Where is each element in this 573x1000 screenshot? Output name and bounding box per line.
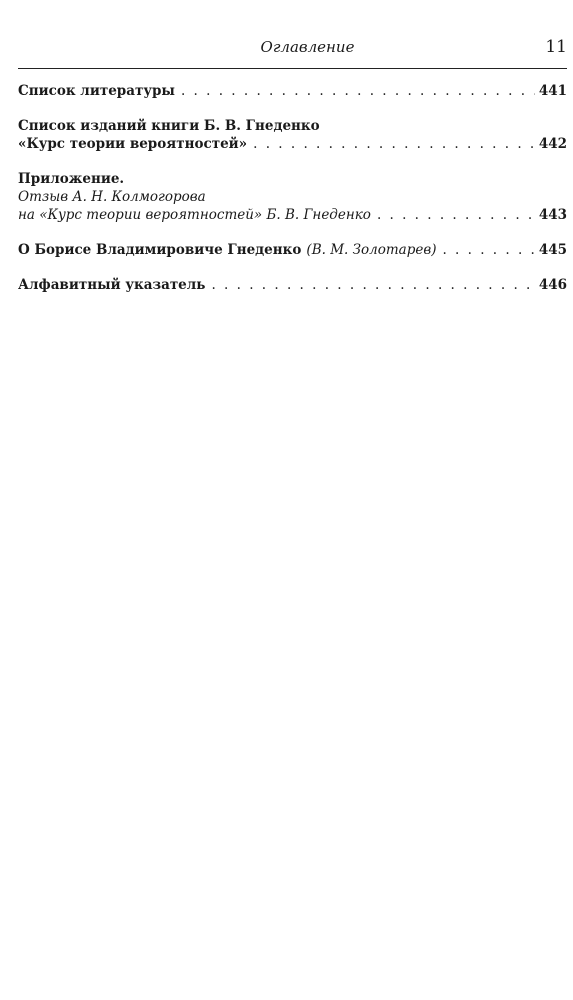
toc-entry-page: 445 xyxy=(538,242,567,258)
dot-leader xyxy=(442,241,534,259)
toc-entry-title: Алфавитный указатель xyxy=(18,277,206,293)
dot-leader xyxy=(253,135,535,153)
toc-entry-title-continued: «Курс теории вероятностей» xyxy=(18,136,248,152)
toc-entry-author: (В. М. Золотарев) xyxy=(306,242,437,258)
dot-leader xyxy=(181,82,535,100)
dot-leader xyxy=(211,276,534,294)
toc-entry-bibliography[interactable] xyxy=(18,82,567,100)
toc-entry-title: Список изданий книги Б. В. Гнеденко xyxy=(18,118,320,134)
toc-entry-index[interactable] xyxy=(18,276,567,294)
toc-entry-title: Список литературы xyxy=(18,83,175,99)
toc-entry-page: 443 xyxy=(538,207,567,223)
toc-entry-title: О Борисе Владимировиче Гнеденко xyxy=(18,242,302,258)
toc-entry-page: 446 xyxy=(538,277,567,293)
header-rule xyxy=(18,68,567,69)
table-of-contents xyxy=(18,80,567,311)
running-head xyxy=(18,38,567,62)
toc-entry-subtitle-continued: на «Курс теории вероятностей» Б. В. Гнеденко xyxy=(18,207,371,223)
toc-entry-subtitle: Отзыв А. Н. Колмогорова xyxy=(18,189,206,205)
running-title: Оглавление xyxy=(260,38,355,56)
dot-leader xyxy=(377,206,535,224)
toc-entry-editions[interactable] xyxy=(18,117,567,153)
toc-entry-page: 442 xyxy=(538,136,567,152)
toc-entry-page: 441 xyxy=(538,83,567,99)
page-number: 11 xyxy=(545,37,567,57)
toc-entry-title: Приложение. xyxy=(18,171,125,187)
toc-entry-about-gnedenko[interactable] xyxy=(18,241,567,259)
toc-entry-appendix[interactable] xyxy=(18,170,567,224)
